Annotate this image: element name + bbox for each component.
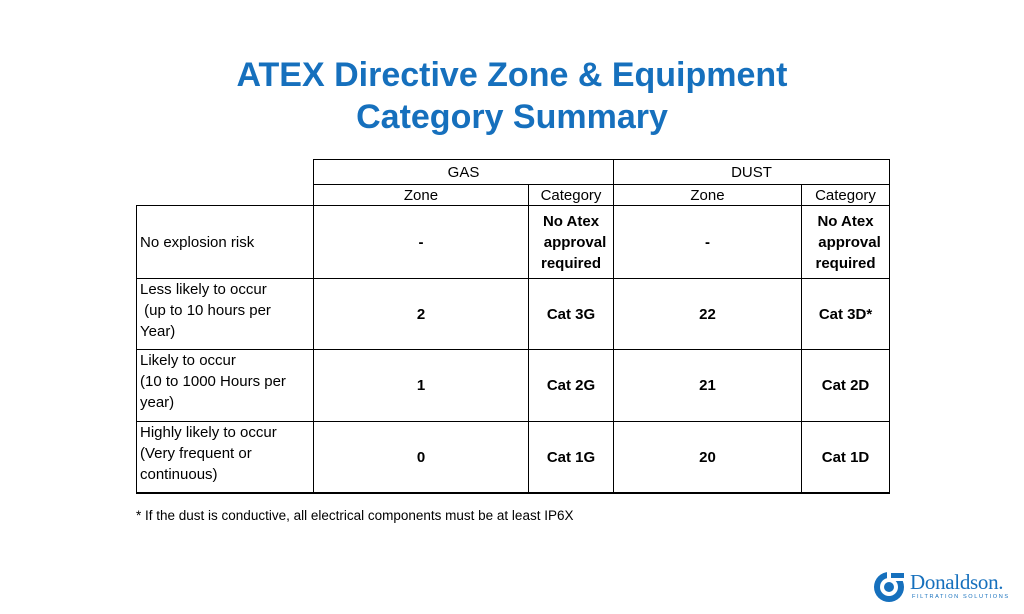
row-2-dust-zone: 22: [699, 305, 716, 323]
header-gas-zone: Zone: [403, 186, 439, 204]
category-line: approval: [543, 233, 607, 251]
category-line: approval: [818, 233, 881, 251]
donaldson-logo: [872, 568, 1014, 606]
row-1-dust-category: [802, 206, 889, 278]
label-line: (up to 10 hours per: [140, 302, 271, 319]
row-1-gas-category: [529, 206, 613, 278]
donaldson-logo-icon: [872, 570, 906, 604]
row-3-dust-zone: 21: [699, 377, 716, 394]
category-line: required: [815, 254, 876, 272]
category-line: No Atex: [542, 212, 600, 230]
label-line: year): [140, 394, 175, 411]
label-line: (Very frequent or: [140, 445, 252, 462]
header-dust-category: Category: [815, 186, 876, 204]
row-3-gas-category: Cat 2G: [546, 377, 596, 394]
row-3-dust-category: Cat 2D: [821, 377, 870, 394]
row-4-gas-category: Cat 1G: [546, 448, 596, 466]
row-1-label: [137, 206, 313, 278]
label-line: Highly likely to occur: [140, 424, 277, 441]
logo-name: Donaldson.: [910, 570, 1004, 594]
row-2-label: [137, 279, 313, 349]
row-3-gas-zone: 1: [416, 377, 426, 394]
table-border-right: [889, 159, 890, 493]
row-1-dust-zone: -: [705, 233, 710, 251]
category-line: required: [540, 254, 601, 272]
row-2-gas-zone: 2: [416, 305, 426, 323]
row-4-dust-zone: 20: [699, 448, 716, 466]
header-gas: GAS: [447, 163, 480, 181]
label-line: No explosion risk: [140, 233, 255, 251]
label-line: Less likely to occur: [140, 281, 267, 298]
logo-tagline: FILTRATION SOLUTIONS: [912, 594, 1010, 600]
header-gas-category: Category: [540, 186, 602, 204]
header-dust-zone: Zone: [690, 186, 725, 204]
title-line-1: ATEX Directive Zone & Equipment: [236, 56, 788, 94]
table-border-bottom: [136, 492, 890, 494]
row-4-dust-category: Cat 1D: [821, 448, 870, 466]
row-2-gas-category: Cat 3G: [546, 305, 596, 323]
label-line: Likely to occur: [140, 352, 236, 369]
header-dust: DUST: [731, 163, 772, 181]
row-2-dust-category: Cat 3D*: [818, 305, 873, 323]
title-line-2: Category Summary: [356, 98, 668, 136]
row-4-gas-zone: 0: [416, 448, 426, 466]
label-line: Year): [140, 323, 176, 340]
footnote: * If the dust is conductive, all electrical components must be at least IP6X: [136, 508, 574, 523]
category-line: No Atex: [817, 212, 874, 230]
label-line: continuous): [140, 466, 218, 483]
row-1-gas-zone: -: [418, 233, 424, 251]
row-4-label: [137, 422, 313, 492]
row-3-label: [137, 350, 313, 421]
label-line: (10 to 1000 Hours per: [140, 373, 286, 390]
